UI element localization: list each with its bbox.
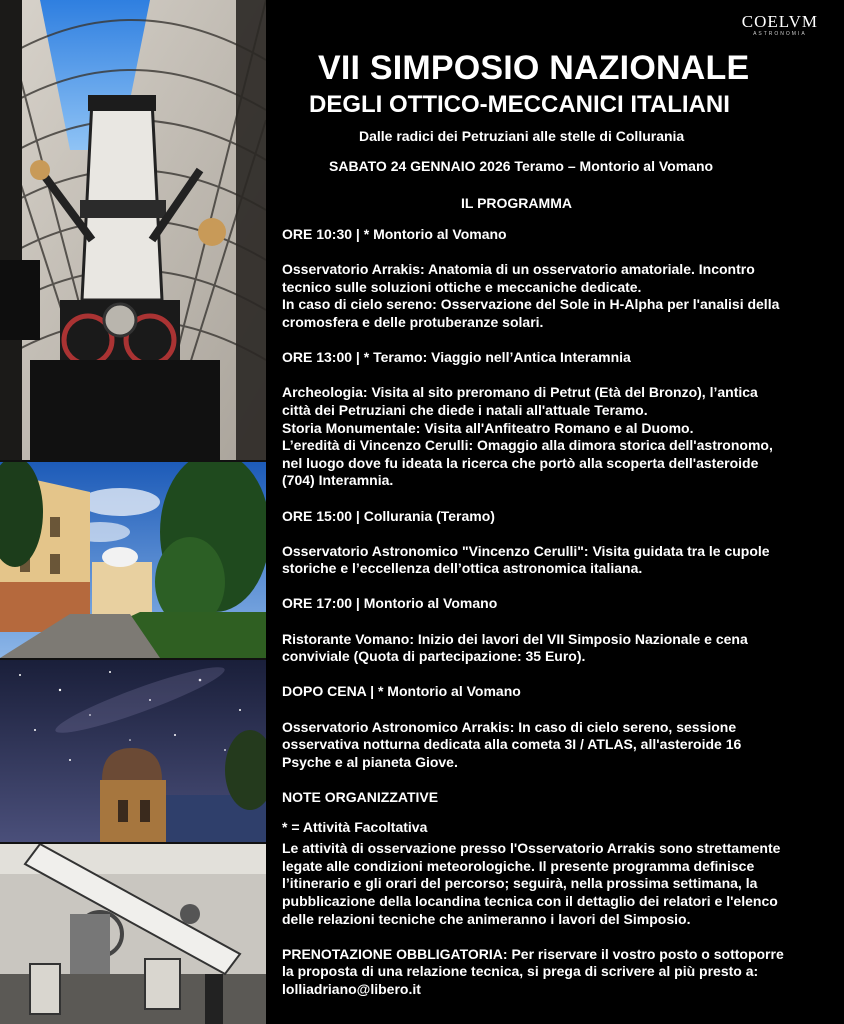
schedule-time-1300: ORE 13:00 | * Teramo: Viaggio nell’Antica Interamnia (282, 349, 631, 366)
schedule-line: cromosfera e delle protuberanze solari. (282, 313, 544, 330)
telescope-dome-image (0, 0, 266, 460)
schedule-time-1500: ORE 15:00 | Collurania (Teramo) (282, 507, 495, 524)
program-heading: IL PROGRAMMA (461, 195, 572, 211)
schedule-line: città dei Petruziani che diede i natali all'attuale Teramo. (282, 401, 648, 418)
notes-line: l’itinerario e gli orari del percorso; seguirà, nella prossima settimana, la (282, 875, 758, 892)
night-observatory-image (0, 660, 266, 842)
notes-line: legate alle condizioni meteorologiche. Il presente programma definisce (282, 857, 755, 874)
booking-line: PRENOTAZIONE OBBLIGATORIA: Per riservare il vostro posto o sottoporre (282, 945, 784, 962)
schedule-time-dopo-cena: DOPO CENA | * Montorio al Vomano (282, 683, 521, 700)
schedule-line: Osservatorio Arrakis: Anatomia di un osservatorio amatoriale. Incontro (282, 261, 755, 278)
event-subtitle: Dalle radici dei Petruziani alle stelle di Collurania (359, 128, 685, 144)
schedule-line: Psyche e al pianeta Giove. (282, 753, 458, 770)
notes-heading: NOTE ORGANIZZATIVE (282, 789, 439, 805)
notes-line: pubblicazione della locandina tecnica con il dettaglio dei relatori e l'elenco (282, 892, 778, 909)
schedule-line: Osservatorio Astronomico "Vincenzo Cerulli": Visita guidata tra le cupole (282, 542, 770, 559)
photo-night-observatory (0, 660, 266, 842)
logo-sub-text: ASTRONOMIA (753, 31, 807, 37)
photo-historic-telescope (0, 844, 266, 1024)
program-body (282, 226, 832, 999)
notes-line: Le attività di osservazione presso l'Osservatorio Arrakis sono strettamente (282, 840, 781, 857)
schedule-line: In caso di cielo sereno: Osservazione del Sole in H-Alpha per l'analisi della (282, 296, 780, 313)
schedule-line: Storia Monumentale: Visita all'Anfiteatro Romano e al Duomo. (282, 419, 694, 436)
schedule-line: Archeologia: Visita al sito preromano di Petrut (Età del Bronzo), l’antica (282, 384, 758, 401)
event-poster-content (280, 0, 836, 1024)
photo-observatory-buildings (0, 462, 266, 658)
booking-email: lolliadriano@libero.it (282, 980, 421, 997)
notes-line: delle relazioni tecniche che animeranno i lavori del Simposio. (282, 910, 691, 927)
observatory-buildings-image (0, 462, 266, 658)
schedule-time-1700: ORE 17:00 | Montorio al Vomano (282, 595, 498, 612)
photo-telescope-dome (0, 0, 266, 460)
schedule-line: tecnico sulle soluzioni ottiche e meccaniche dedicate. (282, 278, 642, 295)
schedule-line: (704) Interamnia. (282, 472, 394, 489)
schedule-line: nel luogo dove fu ideata la ricerca che portò alla scoperta dell'asteroide (282, 454, 759, 471)
schedule-line: Ristorante Vomano: Inizio dei lavori del VII Simposio Nazionale e cena (282, 630, 748, 647)
historic-telescope-image (0, 844, 266, 1024)
title-line-2: DEGLI OTTICO-MECCANICI ITALIANI (309, 91, 730, 118)
event-date-place: SABATO 24 GENNAIO 2026 Teramo – Montorio al Vomano (329, 158, 714, 174)
logo-main-text: COELVM (741, 12, 818, 31)
schedule-line: Osservatorio Astronomico Arrakis: In caso di cielo sereno, sessione (282, 718, 737, 735)
photo-column (0, 0, 266, 1024)
title-line-1: VII SIMPOSIO NAZIONALE (318, 49, 750, 87)
coelvm-logo (742, 12, 818, 37)
booking-line: la proposta di una relazione tecnica, si prega di scrivere al più presto a: (282, 963, 759, 980)
notes-legend: * = Attività Facoltativa (282, 818, 428, 835)
schedule-line: conviviale (Quota di partecipazione: 35 Euro). (282, 648, 586, 665)
schedule-line: L’eredità di Vincenzo Cerulli: Omaggio alla dimora storica dell'astronomo, (282, 437, 773, 454)
schedule-line: osservativa notturna dedicata alla cometa 3I / ATLAS, all'asteroide 16 (282, 736, 742, 753)
schedule-time-1030: ORE 10:30 | * Montorio al Vomano (282, 226, 507, 242)
schedule-line: storiche e l’eccellenza dell’ottica astronomica italiana. (282, 560, 643, 577)
